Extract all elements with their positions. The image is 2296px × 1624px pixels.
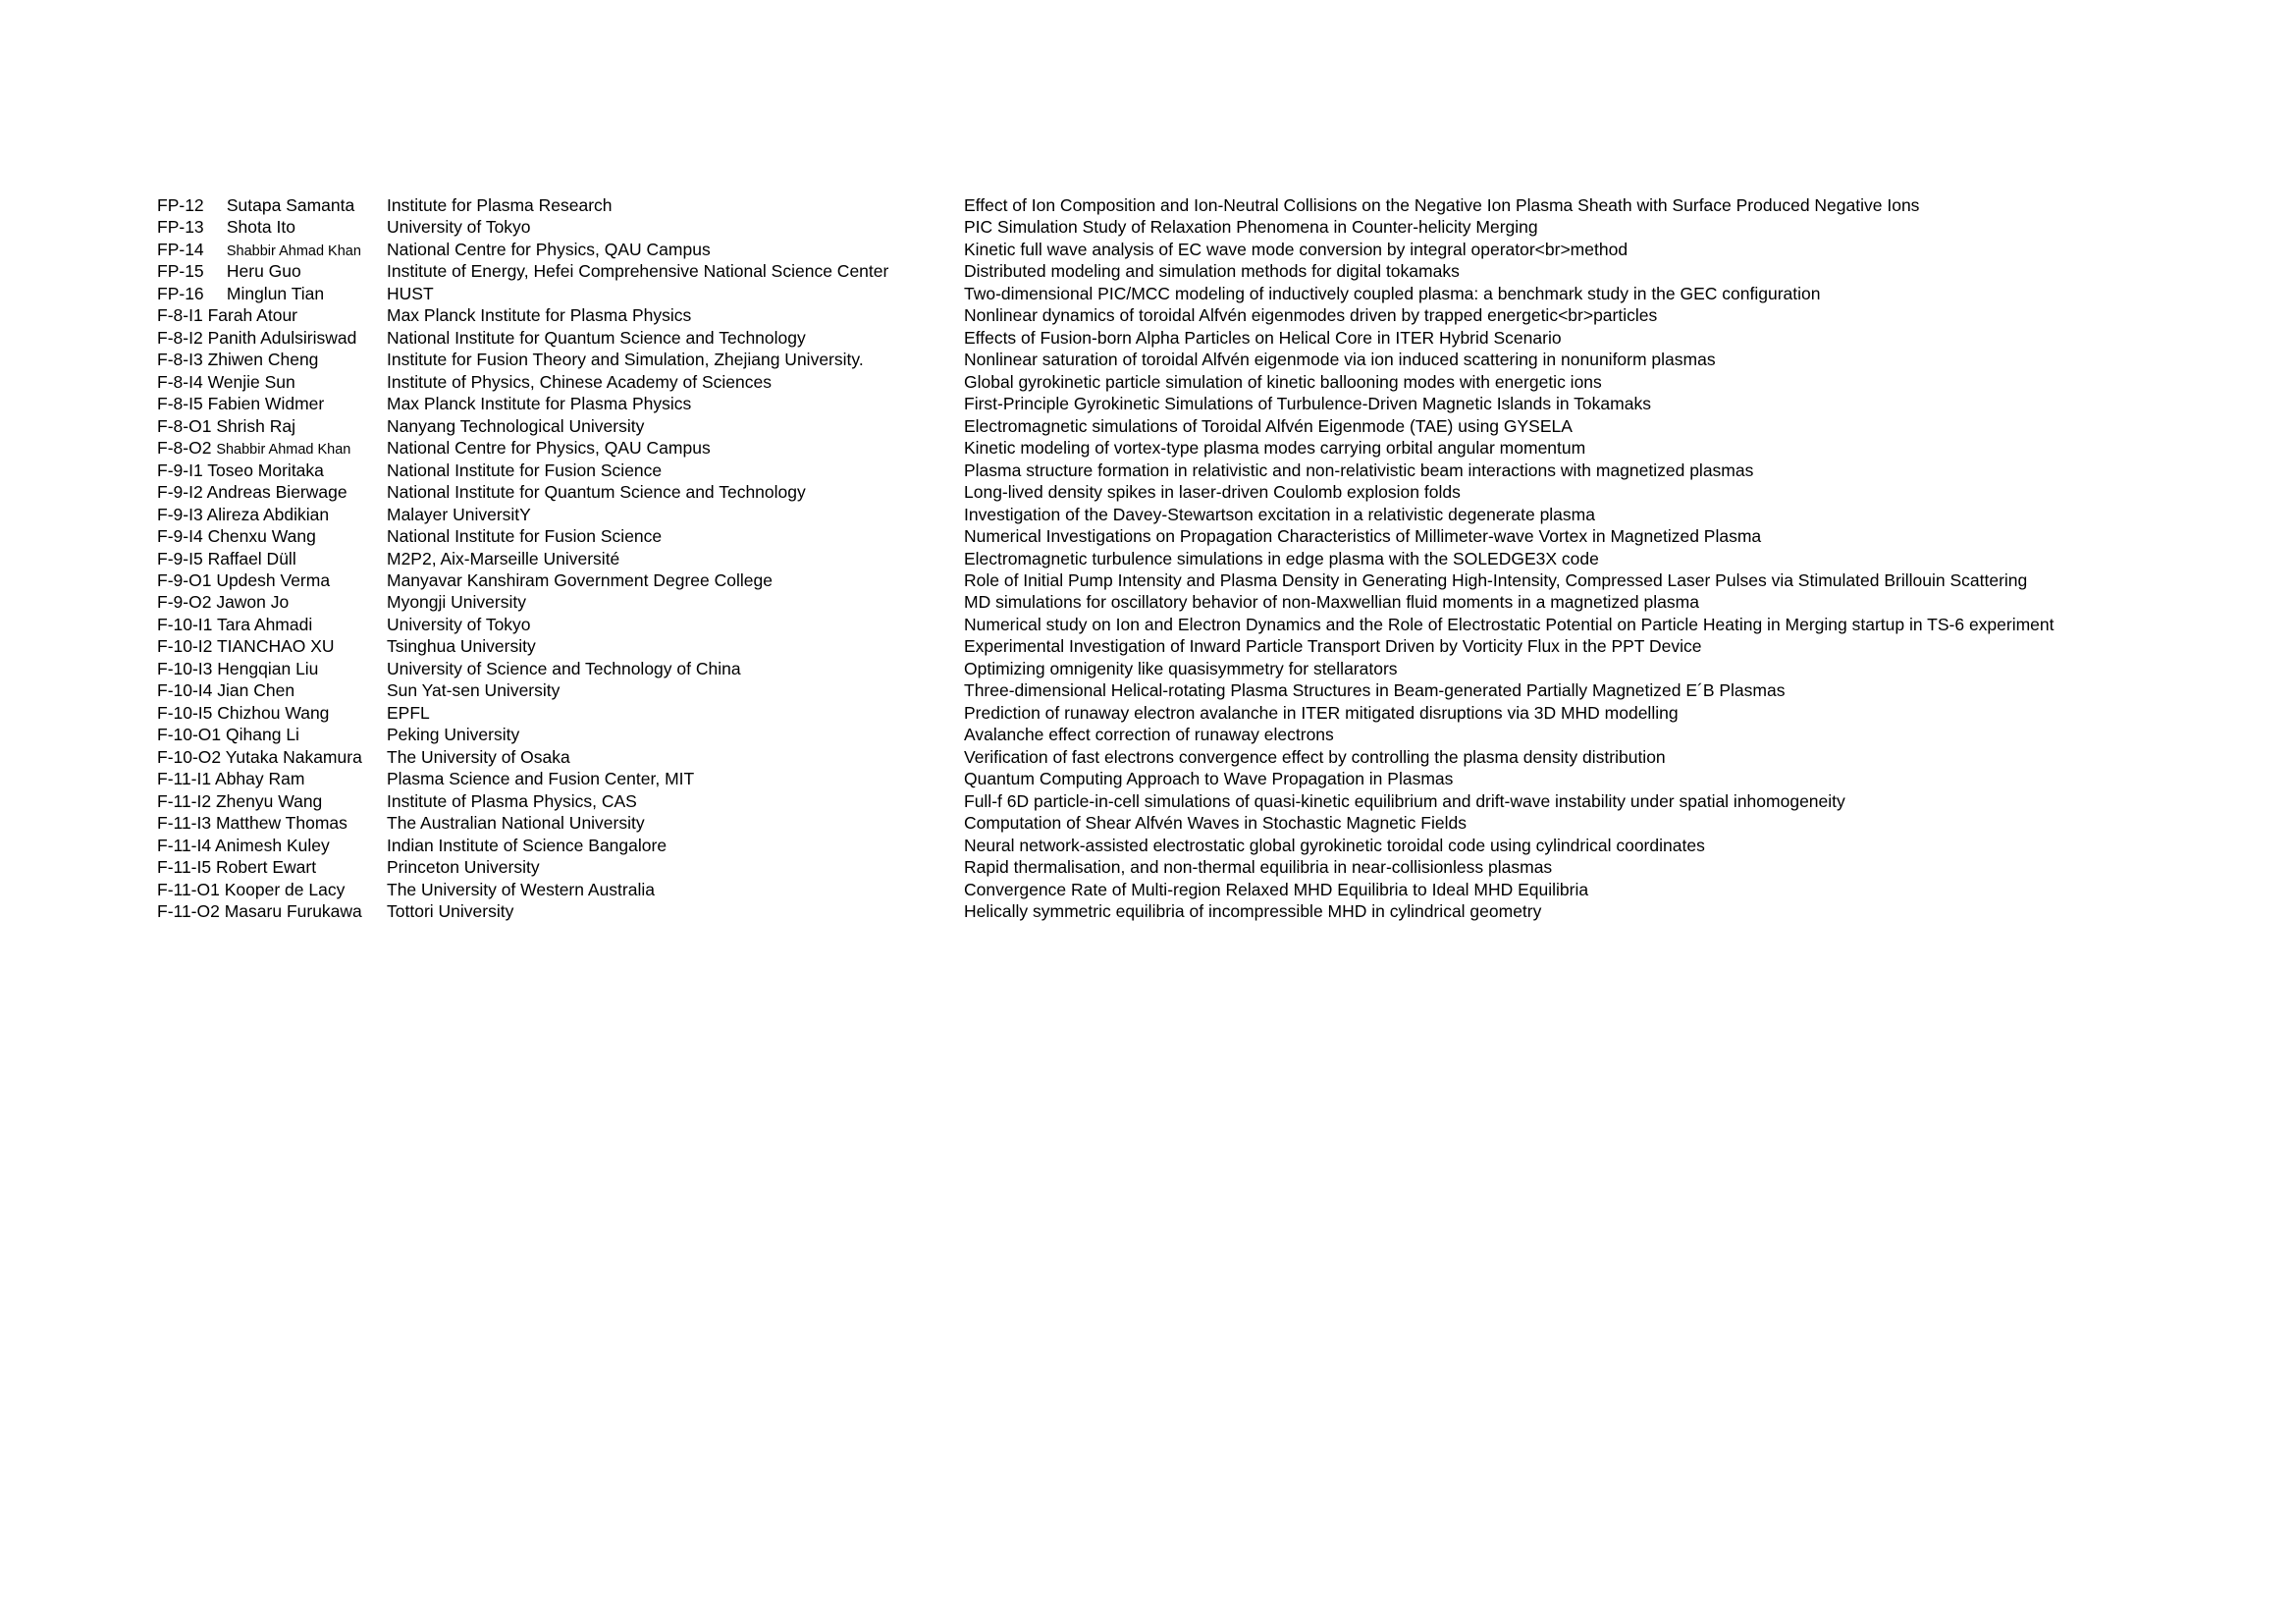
presentation-id: F-11-I5 xyxy=(157,857,212,878)
presenter-cell xyxy=(157,371,387,393)
talk-title: Long-lived density spikes in laser-driven Coulomb explosion folds xyxy=(964,482,1461,503)
talk-title: Electromagnetic simulations of Toroidal Alfvén Eigenmode (TAE) using GYSELA xyxy=(964,415,1573,436)
presenter-cell xyxy=(157,702,387,724)
presenter-name: Chenxu Wang xyxy=(207,526,316,547)
presenter-cell xyxy=(157,768,387,789)
institution: Princeton University xyxy=(387,857,540,878)
presenter-cell xyxy=(157,679,387,701)
presenter-cell xyxy=(157,460,387,481)
list-item xyxy=(157,790,2268,812)
presenter-cell xyxy=(157,658,387,679)
presenter-name: Qihang Li xyxy=(226,725,299,745)
institution: Tottori University xyxy=(387,901,514,921)
presenter-cell xyxy=(157,548,387,569)
institution: The University of Osaka xyxy=(387,746,570,767)
talk-title: Plasma structure formation in relativistic and non-relativistic beam interactions with magnetized plasmas xyxy=(964,460,1754,480)
presentation-id: F-8-I5 xyxy=(157,394,203,414)
presentation-id: F-10-O1 xyxy=(157,725,222,745)
institution: University of Tokyo xyxy=(387,614,531,634)
presenter-name: Heru Guo xyxy=(226,261,301,282)
list-item xyxy=(157,658,2268,679)
presenter-cell xyxy=(157,835,387,856)
presentation-id: F-9-I3 xyxy=(157,504,203,524)
list-item xyxy=(157,900,2268,922)
presentation-list xyxy=(157,194,2268,922)
institution: Max Planck Institute for Plasma Physics xyxy=(387,305,692,326)
presenter-name: Andreas Bierwage xyxy=(206,482,347,503)
institution: Malayer UniversitY xyxy=(387,504,531,524)
list-item xyxy=(157,635,2268,657)
list-item xyxy=(157,327,2268,349)
presenter-name: Shrish Raj xyxy=(216,415,296,436)
presentation-id: FP-15 xyxy=(157,261,204,282)
institution: Plasma Science and Fusion Center, MIT xyxy=(387,769,695,789)
institution: Max Planck Institute for Plasma Physics xyxy=(387,394,692,414)
presenter-name: Shabbir Ahmad Khan xyxy=(226,243,361,259)
talk-title: Verification of fast electrons convergence effect by controlling the plasma density distribution xyxy=(964,746,1666,767)
talk-title: Nonlinear saturation of toroidal Alfvén eigenmode via ion induced scattering in nonuniform plasmas xyxy=(964,350,1716,370)
presenter-cell xyxy=(157,327,387,349)
talk-title: Distributed modeling and simulation methods for digital tokamaks xyxy=(964,261,1460,282)
presenter-name: Shabbir Ahmad Khan xyxy=(216,442,351,459)
institution: The Australian National University xyxy=(387,813,645,834)
list-item xyxy=(157,393,2268,414)
talk-title: Effect of Ion Composition and Ion-Neutral Collisions on the Negative Ion Plasma Sheath with Surface Produced Negative Ions xyxy=(964,195,1920,215)
list-item xyxy=(157,304,2268,326)
talk-title: Convergence Rate of Multi-region Relaxed MHD Equilibria to Ideal MHD Equilibria xyxy=(964,879,1589,899)
list-item xyxy=(157,349,2268,370)
institution: National Institute for Quantum Science and Technology xyxy=(387,327,806,348)
presenter-cell xyxy=(157,437,387,459)
institution: National Centre for Physics, QAU Campus xyxy=(387,239,711,259)
presenter-name: Farah Atour xyxy=(207,305,298,326)
presenter-cell xyxy=(157,746,387,768)
talk-title: Investigation of the Davey-Stewartson excitation in a relativistic degenerate plasma xyxy=(964,504,1595,524)
presenter-name: Chizhou Wang xyxy=(217,702,330,723)
talk-title: Avalanche effect correction of runaway electrons xyxy=(964,725,1334,745)
talk-title: Neural network-assisted electrostatic global gyrokinetic toroidal code using cylindrical coordinates xyxy=(964,835,1705,855)
list-item xyxy=(157,614,2268,635)
presenter-cell xyxy=(157,591,387,613)
talk-title: First-Principle Gyrokinetic Simulations of Turbulence-Driven Magnetic Islands in Tokamaks xyxy=(964,394,1651,414)
presentation-id: F-11-I4 xyxy=(157,835,212,855)
talk-title: Kinetic modeling of vortex-type plasma modes carrying orbital angular momentum xyxy=(964,438,1586,459)
list-item xyxy=(157,504,2268,525)
institution: HUST xyxy=(387,283,434,303)
presenter-name: Wenjie Sun xyxy=(207,371,295,392)
talk-title: Experimental Investigation of Inward Particle Transport Driven by Vorticity Flux in the PPT Device xyxy=(964,636,1702,657)
talk-title: Computation of Shear Alfvén Waves in Stochastic Magnetic Fields xyxy=(964,813,1467,834)
list-item xyxy=(157,260,2268,282)
presenter-name: Minglun Tian xyxy=(226,283,325,303)
presenter-cell xyxy=(157,393,387,414)
presenter-cell xyxy=(157,856,387,878)
presenter-cell xyxy=(157,879,387,900)
list-item xyxy=(157,879,2268,900)
presenter-name: Jawon Jo xyxy=(216,592,290,613)
list-item xyxy=(157,702,2268,724)
presenter-name: Fabien Widmer xyxy=(207,394,325,414)
institution: Institute of Energy, Hefei Comprehensive National Science Center xyxy=(387,261,889,282)
talk-title: MD simulations for oscillatory behavior of non-Maxwellian fluid moments in a magnetized plasma xyxy=(964,592,1699,613)
presentation-id: F-9-I2 xyxy=(157,482,203,503)
presenter-name: Jian Chen xyxy=(217,680,295,701)
presenter-name: Updesh Verma xyxy=(216,569,331,590)
institution: National Institute for Fusion Science xyxy=(387,460,663,480)
presenter-cell xyxy=(157,504,387,525)
talk-title: Rapid thermalisation, and non-thermal equilibria in near-collisionless plasmas xyxy=(964,857,1553,878)
presenter-name: Toseo Moritaka xyxy=(207,460,324,480)
list-item xyxy=(157,591,2268,613)
presenter-name: Matthew Thomas xyxy=(215,813,347,834)
presenter-cell xyxy=(157,216,387,238)
talk-title: Nonlinear dynamics of toroidal Alfvén eigenmodes driven by trapped energetic<br>particles xyxy=(964,305,1658,326)
presenter-cell xyxy=(157,304,387,326)
presentation-id: F-10-I4 xyxy=(157,680,213,701)
presenter-name: Masaru Furukawa xyxy=(224,901,362,921)
presentation-id: F-9-O1 xyxy=(157,569,212,590)
list-item xyxy=(157,525,2268,547)
institution: Indian Institute of Science Bangalore xyxy=(387,835,667,855)
institution: Institute of Plasma Physics, CAS xyxy=(387,790,637,811)
presenter-name: Shota Ito xyxy=(226,217,295,238)
presenter-name: Animesh Kuley xyxy=(215,835,330,855)
presenter-cell xyxy=(157,790,387,812)
list-item xyxy=(157,437,2268,459)
talk-title: Full-f 6D particle-in-cell simulations of quasi-kinetic equilibrium and drift-wave instability under spatial inhomogeneity xyxy=(964,790,1845,811)
institution: National Institute for Fusion Science xyxy=(387,526,663,547)
talk-title: Helically symmetric equilibria of incompressible MHD in cylindrical geometry xyxy=(964,901,1542,921)
institution: National Institute for Quantum Science and Technology xyxy=(387,482,806,503)
presenter-cell xyxy=(157,194,387,216)
talk-title: Role of Initial Pump Intensity and Plasma Density in Generating High-Intensity, Compressed Laser Pulses via Stimulated Brillouin Scattering xyxy=(964,569,2028,590)
presenter-name: Zhenyu Wang xyxy=(215,790,323,811)
list-item xyxy=(157,768,2268,789)
institution: Peking University xyxy=(387,725,520,745)
talk-title: PIC Simulation Study of Relaxation Phenomena in Counter-helicity Merging xyxy=(964,217,1538,238)
presentation-id: FP-13 xyxy=(157,217,204,238)
presenter-cell xyxy=(157,812,387,834)
institution: Manyavar Kanshiram Government Degree College xyxy=(387,569,773,590)
presenter-name: Raffael Düll xyxy=(207,548,296,568)
talk-title: Numerical Investigations on Propagation Characteristics of Millimeter-wave Vortex in Magnetized Plasma xyxy=(964,526,1762,547)
presenter-cell xyxy=(157,481,387,503)
presenter-name: Hengqian Liu xyxy=(217,658,319,678)
presenter-cell xyxy=(157,415,387,437)
list-item xyxy=(157,216,2268,238)
institution: Tsinghua University xyxy=(387,636,536,657)
talk-title: Quantum Computing Approach to Wave Propagation in Plasmas xyxy=(964,769,1454,789)
presenter-cell xyxy=(157,239,387,260)
institution: The University of Western Australia xyxy=(387,879,655,899)
presentation-id: FP-14 xyxy=(157,239,204,259)
institution: Institute for Plasma Research xyxy=(387,195,613,215)
presentation-id: F-11-I2 xyxy=(157,790,212,811)
presentation-id: F-10-O2 xyxy=(157,746,222,767)
list-item xyxy=(157,812,2268,834)
presenter-name: Tara Ahmadi xyxy=(216,614,313,634)
presentation-id: F-10-I1 xyxy=(157,614,213,634)
list-item xyxy=(157,194,2268,216)
list-item xyxy=(157,679,2268,701)
talk-title: Electromagnetic turbulence simulations in edge plasma with the SOLEDGE3X code xyxy=(964,548,1599,568)
presenter-name: Sutapa Samanta xyxy=(226,195,355,215)
list-item xyxy=(157,835,2268,856)
talk-title: Two-dimensional PIC/MCC modeling of inductively coupled plasma: a benchmark study in the GEC configuration xyxy=(964,283,1821,303)
talk-title: Numerical study on Ion and Electron Dynamics and the Role of Electrostatic Potential on Particle Heating in Merging startup in TS-6 experiment xyxy=(964,614,2055,634)
presenter-cell xyxy=(157,635,387,657)
presentation-id: F-8-I4 xyxy=(157,371,203,392)
list-item xyxy=(157,569,2268,591)
presentation-id: F-8-I2 xyxy=(157,327,203,348)
institution: University of Tokyo xyxy=(387,217,531,238)
list-item xyxy=(157,746,2268,768)
presentation-id: F-10-I3 xyxy=(157,658,213,678)
presentation-id: F-11-O2 xyxy=(157,901,220,921)
presentation-id: F-8-I1 xyxy=(157,305,203,326)
talk-title: Optimizing omnigenity like quasisymmetry for stellarators xyxy=(964,658,1398,678)
presenter-name: Zhiwen Cheng xyxy=(207,350,319,370)
presenter-cell xyxy=(157,900,387,922)
institution: University of Science and Technology of China xyxy=(387,658,741,678)
presentation-id: F-8-O1 xyxy=(157,415,212,436)
presenter-cell xyxy=(157,614,387,635)
talk-title: Global gyrokinetic particle simulation of kinetic ballooning modes with energetic ions xyxy=(964,371,1602,392)
presenter-cell xyxy=(157,283,387,304)
list-item xyxy=(157,481,2268,503)
presentation-id: F-11-I1 xyxy=(157,769,212,789)
talk-title: Prediction of runaway electron avalanche in ITER mitigated disruptions via 3D MHD modelling xyxy=(964,702,1679,723)
presenter-cell xyxy=(157,260,387,282)
presenter-name: Yutaka Nakamura xyxy=(225,746,362,767)
list-item xyxy=(157,724,2268,745)
presenter-name: Robert Ewart xyxy=(215,857,317,878)
presentation-id: F-9-I4 xyxy=(157,526,203,547)
presentation-id: F-10-I5 xyxy=(157,702,213,723)
list-item xyxy=(157,239,2268,260)
presentation-id: F-11-I3 xyxy=(157,813,212,834)
presenter-cell xyxy=(157,724,387,745)
presenter-name: Abhay Ram xyxy=(215,769,305,789)
presentation-id: F-9-O2 xyxy=(157,592,212,613)
presentation-id: F-11-O1 xyxy=(157,879,220,899)
institution: Institute for Fusion Theory and Simulation, Zhejiang University. xyxy=(387,350,864,370)
presentation-id: F-8-O2 xyxy=(157,438,212,459)
presenter-name: TIANCHAO XU xyxy=(216,636,335,657)
institution: Institute of Physics, Chinese Academy of Sciences xyxy=(387,371,772,392)
presenter-cell xyxy=(157,525,387,547)
presentation-id: F-10-I2 xyxy=(157,636,213,657)
presenter-name: Alireza Abdikian xyxy=(206,504,330,524)
presentation-id: FP-16 xyxy=(157,283,204,303)
institution: National Centre for Physics, QAU Campus xyxy=(387,438,711,459)
talk-title: Three-dimensional Helical-rotating Plasma Structures in Beam-generated Partially Magnetized E´B Plasmas xyxy=(964,680,1786,701)
list-item xyxy=(157,856,2268,878)
list-item xyxy=(157,371,2268,393)
presenter-cell xyxy=(157,569,387,591)
presenter-cell xyxy=(157,349,387,370)
list-item xyxy=(157,415,2268,437)
presenter-name: Kooper de Lacy xyxy=(224,879,346,899)
presenter-name: Panith Adulsiriswad xyxy=(207,327,357,348)
presentation-id: F-8-I3 xyxy=(157,350,203,370)
presentation-id: F-9-I5 xyxy=(157,548,203,568)
presentation-id: FP-12 xyxy=(157,195,204,215)
talk-title: Kinetic full wave analysis of EC wave mode conversion by integral operator<br>method xyxy=(964,239,1629,259)
presentation-id: F-9-I1 xyxy=(157,460,203,480)
institution: Myongji University xyxy=(387,592,526,613)
list-item xyxy=(157,548,2268,569)
list-item xyxy=(157,460,2268,481)
list-item xyxy=(157,283,2268,304)
institution: Nanyang Technological University xyxy=(387,415,645,436)
institution: M2P2, Aix-Marseille Université xyxy=(387,548,620,568)
talk-title: Effects of Fusion-born Alpha Particles on Helical Core in ITER Hybrid Scenario xyxy=(964,327,1562,348)
institution: EPFL xyxy=(387,702,430,723)
institution: Sun Yat-sen University xyxy=(387,680,561,701)
